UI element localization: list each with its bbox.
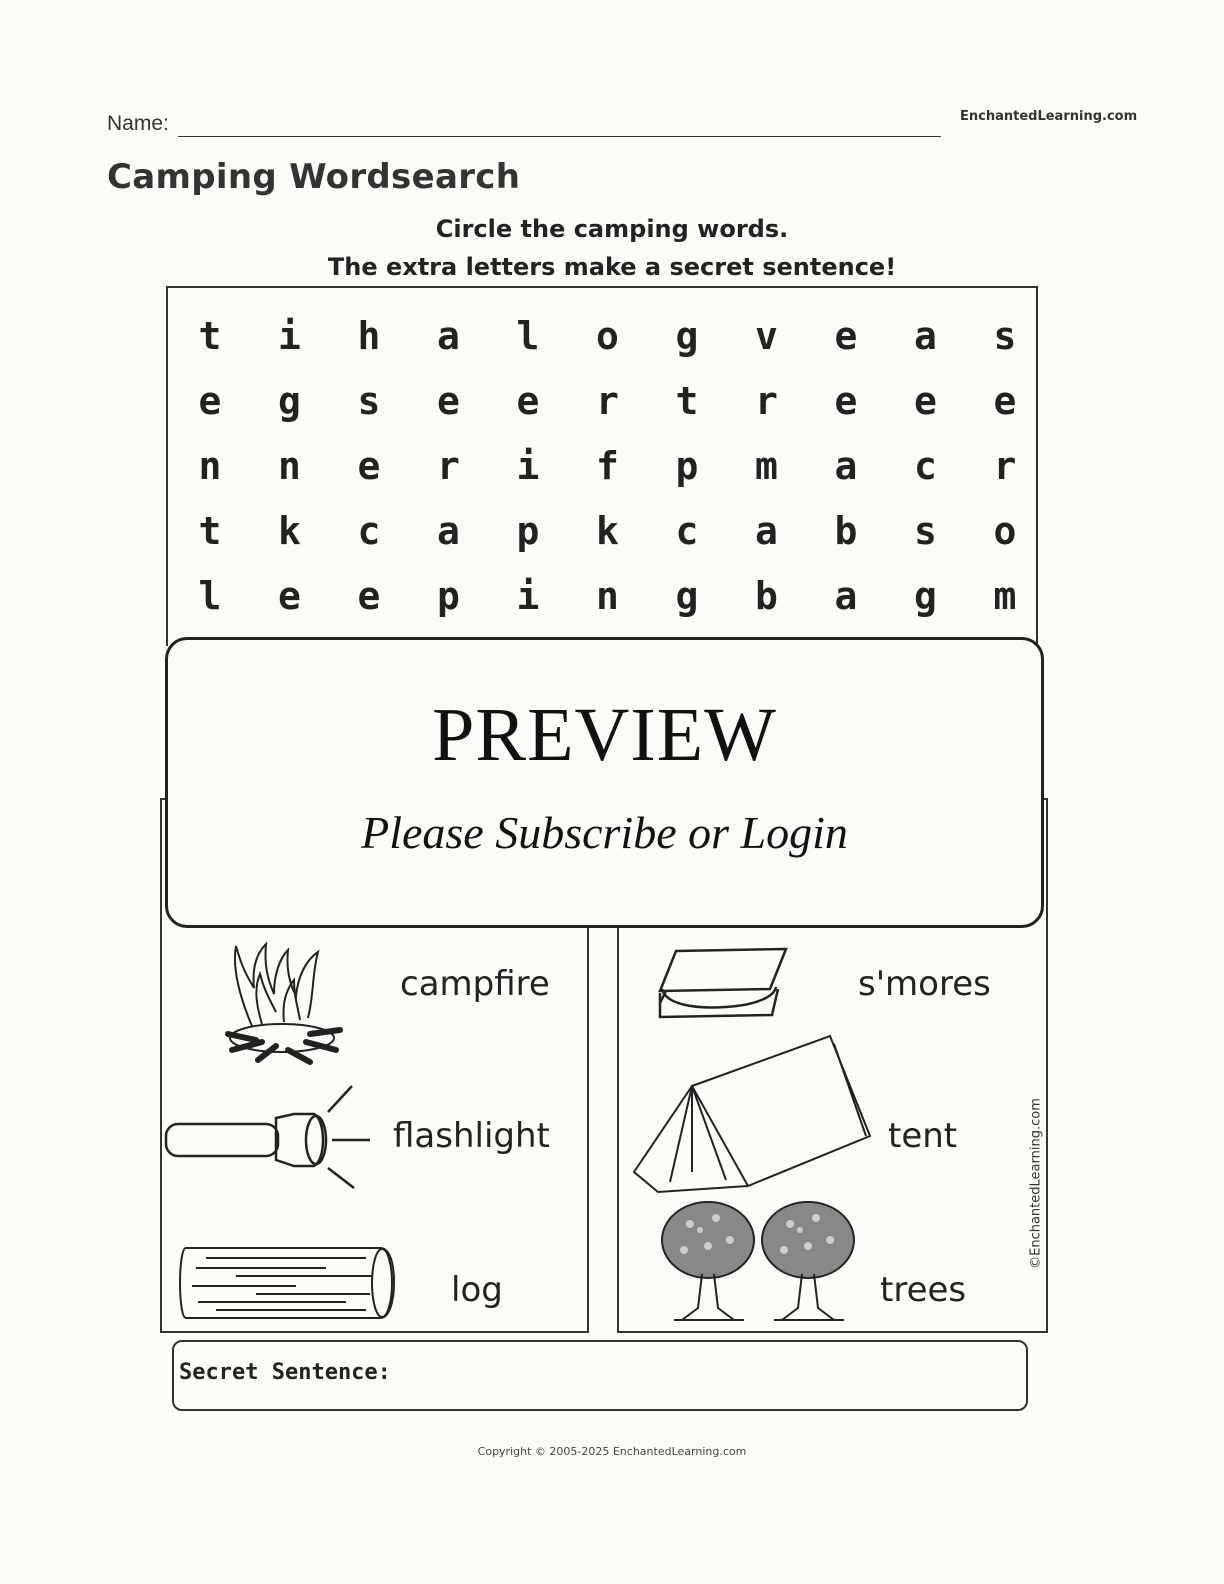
grid-letter[interactable]: e [198, 379, 222, 423]
grid-letter[interactable]: r [993, 444, 1017, 488]
preview-title: PREVIEW [432, 693, 777, 777]
grid-letter[interactable]: p [675, 444, 699, 488]
name-line[interactable] [178, 136, 941, 137]
grid-letter[interactable]: e [834, 314, 858, 358]
grid-letter[interactable]: e [278, 574, 301, 618]
word-trees: trees [880, 1270, 967, 1310]
grid-letter[interactable]: n [198, 444, 222, 488]
word-tent: tent [888, 1116, 958, 1156]
grid-letter[interactable]: c [357, 509, 381, 553]
grid-letter[interactable]: t [198, 314, 222, 358]
word-flashlight: flashlight [393, 1116, 550, 1156]
grid-letter[interactable]: g [914, 574, 937, 618]
word-campfire: campfire [400, 964, 550, 1004]
grid-letter[interactable]: o [993, 509, 1017, 553]
grid-letter[interactable]: k [278, 509, 301, 553]
grid-letter[interactable]: e [993, 379, 1017, 423]
grid-letter[interactable]: e [516, 379, 540, 423]
grid-letter[interactable]: r [755, 379, 778, 423]
grid-letter[interactable]: s [357, 379, 381, 423]
grid-letter[interactable]: r [596, 379, 619, 423]
word-log: log [451, 1270, 503, 1310]
grid-letter[interactable]: a [437, 314, 460, 358]
log-icon [176, 1244, 396, 1322]
secret-sentence-label: Secret Sentence: [179, 1360, 391, 1385]
trees-icon [660, 1200, 860, 1322]
grid-letter[interactable]: a [755, 509, 778, 553]
grid-letter[interactable]: a [834, 574, 858, 618]
grid-letter[interactable]: g [675, 314, 699, 358]
grid-letter[interactable]: i [516, 574, 540, 618]
instruction-line-2: The extra letters make a secret sentence! [327, 253, 897, 281]
preview-overlay[interactable] [165, 637, 1044, 928]
flashlight-icon [164, 1084, 374, 1190]
site-label: EnchantedLearning.com [960, 109, 1138, 124]
grid-letter[interactable]: a [834, 444, 858, 488]
grid-letter[interactable]: n [278, 444, 301, 488]
grid-letter[interactable]: h [357, 314, 381, 358]
grid-letter[interactable]: e [437, 379, 460, 423]
subscribe-login-link[interactable]: Please Subscribe or Login [361, 807, 848, 858]
grid-letter[interactable]: a [437, 509, 460, 553]
grid-letter[interactable]: c [675, 509, 699, 553]
grid-letter[interactable]: g [278, 379, 301, 423]
grid-letter[interactable]: t [675, 379, 699, 423]
grid-letter[interactable]: c [914, 444, 937, 488]
grid-letter[interactable]: o [596, 314, 619, 358]
word-smores: s'mores [858, 964, 991, 1004]
campfire-icon [222, 938, 346, 1066]
grid-letter[interactable]: r [437, 444, 460, 488]
smores-icon [656, 945, 790, 1021]
grid-letter[interactable]: n [596, 574, 619, 618]
grid-letter[interactable]: v [755, 314, 778, 358]
grid-letter[interactable]: l [516, 314, 540, 358]
grid-letter[interactable]: g [675, 574, 699, 618]
grid-letter[interactable]: b [834, 509, 858, 553]
grid-letter[interactable]: m [755, 444, 778, 488]
grid-letter[interactable]: e [357, 444, 381, 488]
grid-letter[interactable]: k [596, 509, 619, 553]
grid-letter[interactable]: t [198, 509, 222, 553]
vertical-credit: ©EnchantedLearning.com [1028, 1098, 1044, 1269]
grid-letter[interactable]: f [596, 444, 619, 488]
grid-letter[interactable]: p [437, 574, 460, 618]
tent-icon [630, 1032, 872, 1194]
grid-letter[interactable]: s [993, 314, 1017, 358]
page-title: Camping Wordsearch [107, 157, 521, 197]
grid-letter[interactable]: e [357, 574, 381, 618]
grid-letter[interactable]: i [516, 444, 540, 488]
grid-letter[interactable]: e [914, 379, 937, 423]
grid-letter[interactable]: i [278, 314, 301, 358]
grid-letter[interactable]: b [755, 574, 778, 618]
instruction-line-1: Circle the camping words. [435, 215, 789, 243]
grid-letter[interactable]: m [993, 574, 1017, 618]
copyright: Copyright © 2005-2025 EnchantedLearning.com [477, 1445, 747, 1458]
grid-letter[interactable]: e [834, 379, 858, 423]
grid-letter[interactable]: l [198, 574, 222, 618]
grid-letter[interactable]: s [914, 509, 937, 553]
grid-letter[interactable]: p [516, 509, 540, 553]
grid-letter[interactable]: a [914, 314, 937, 358]
name-label: Name: [107, 112, 169, 135]
